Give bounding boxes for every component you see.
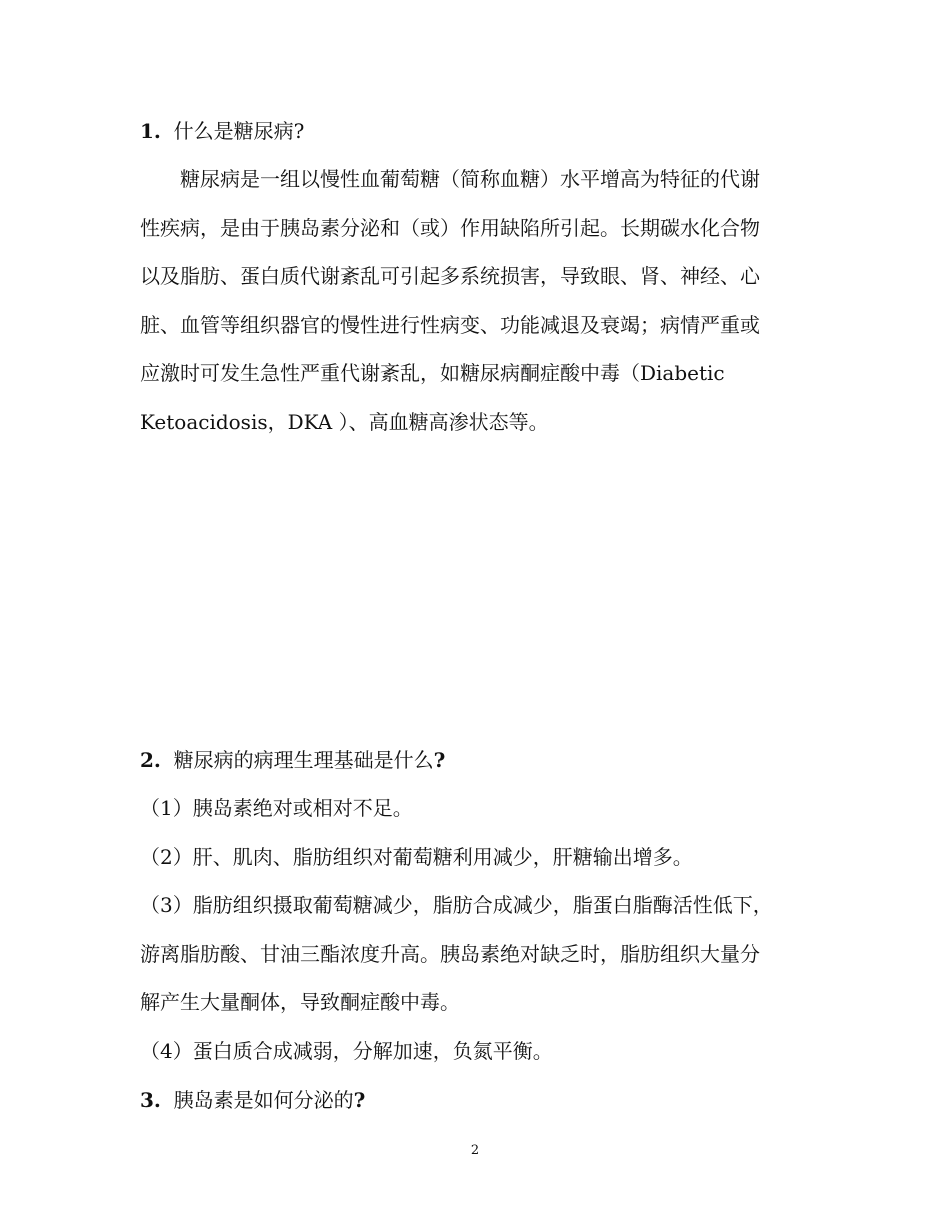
page-number: 2: [470, 1143, 480, 1158]
paragraph-line: 糖尿病是一组以慢性血葡萄糖（简称血糖）水平增高为特征的代谢: [180, 167, 760, 191]
paragraph-line: 应激时可发生急性严重代谢紊乱，如糖尿病酮症酸中毒（Diabetic: [140, 361, 725, 386]
paragraph-line: 性疾病，是由于胰岛素分泌和（或）作用缺陷所引起。长期碳水化合物: [140, 215, 760, 240]
section-1-separator: .: [153, 119, 161, 143]
section-2-title: 糖尿病的病理生理基础是什么: [173, 748, 434, 772]
section-2-separator: .: [153, 748, 161, 772]
list-item: （3）脂肪组织摄取葡萄糖减少，脂肪合成减少，脂蛋白脂酶活性低下，: [140, 893, 773, 918]
list-item: （1）胰岛素绝对或相对不足。: [140, 796, 413, 820]
section-3-number: 3: [140, 1088, 154, 1112]
section-3-title: 胰岛素是如何分泌的: [173, 1088, 354, 1112]
section-2-list: [140, 784, 812, 1076]
section-1-paragraph: [140, 155, 812, 447]
list-item-continuation: 游离脂肪酸、甘油三酯浓度升高。胰岛素绝对缺乏时，脂肪组织大量分: [140, 941, 760, 966]
section-1-title: 什么是糖尿病?: [173, 119, 305, 143]
paragraph-line: 脏、血管等组织器官的慢性进行性病变、功能减退及衰竭；病情严重或: [140, 312, 760, 337]
section-1-heading: [140, 107, 812, 156]
list-item-continuation: 解产生大量酮体，导致酮症酸中毒。: [140, 990, 460, 1015]
paragraph-line: Ketoacidosis，DKA ）、高血糖高渗状态等。: [140, 409, 549, 434]
list-item: （2）肝、肌肉、脂肪组织对葡萄糖利用减少，肝糖输出增多。: [140, 844, 693, 869]
section-2-question-mark: ?: [433, 748, 446, 772]
section-1-number: 1: [140, 119, 154, 143]
paragraph-line: 以及脂肪、蛋白质代谢紊乱可引起多系统损害，导致眼、肾、神经、心: [140, 264, 760, 289]
section-3-separator: .: [153, 1088, 161, 1112]
list-item: （4）蛋白质合成减弱，分解加速，负氮平衡。: [140, 1038, 553, 1063]
section-2-number: 2: [140, 748, 154, 772]
section-3-heading: [140, 1076, 812, 1125]
section-3-question-mark: ?: [353, 1088, 366, 1112]
section-2-heading: [140, 736, 812, 785]
